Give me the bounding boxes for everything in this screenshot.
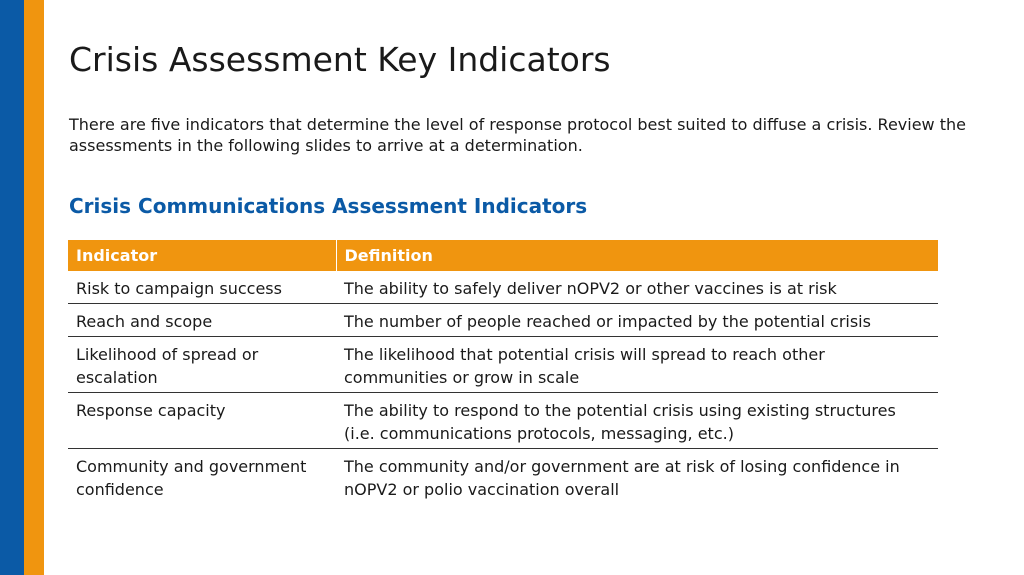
definition-cell: The likelihood that potential crisis will spread to reach other communities or grow in scale bbox=[336, 337, 938, 393]
table-row bbox=[68, 449, 938, 505]
intro-paragraph: There are five indicators that determine the level of response protocol best suited to diffuse a crisis. Review the assessments in the following slides to arrive at a determination. bbox=[69, 115, 966, 155]
header-indicator: Indicator bbox=[68, 240, 336, 271]
left-accent-bar-blue bbox=[0, 0, 24, 575]
indicator-cell: Reach and scope bbox=[68, 304, 336, 337]
table-row bbox=[68, 337, 938, 393]
indicators-table bbox=[68, 240, 938, 504]
definition-cell: The community and/or government are at risk of losing confidence in nOPV2 or polio vaccination overall bbox=[344, 457, 900, 499]
indicator-cell: Response capacity bbox=[68, 393, 336, 449]
indicator-cell: Likelihood of spread or escalation bbox=[68, 337, 336, 393]
indicator-cell: Community and government confidence bbox=[76, 457, 307, 499]
table-header-row bbox=[68, 240, 938, 271]
section-subtitle: Crisis Communications Assessment Indicators bbox=[69, 194, 588, 218]
header-definition: Definition bbox=[336, 240, 938, 271]
left-accent-bar-orange bbox=[24, 0, 44, 575]
table-row bbox=[68, 393, 938, 449]
definition-cell: The ability to respond to the potential crisis using existing structures (i.e. communications protocols, messaging, etc.) bbox=[336, 393, 938, 449]
indicator-cell: Risk to campaign success bbox=[68, 271, 336, 304]
definition-cell: The ability to safely deliver nOPV2 or other vaccines is at risk bbox=[336, 271, 938, 304]
definition-cell: The number of people reached or impacted by the potential crisis bbox=[336, 304, 938, 337]
table-row bbox=[68, 271, 938, 304]
table-row bbox=[68, 304, 938, 337]
page-title: Crisis Assessment Key Indicators bbox=[69, 40, 611, 79]
